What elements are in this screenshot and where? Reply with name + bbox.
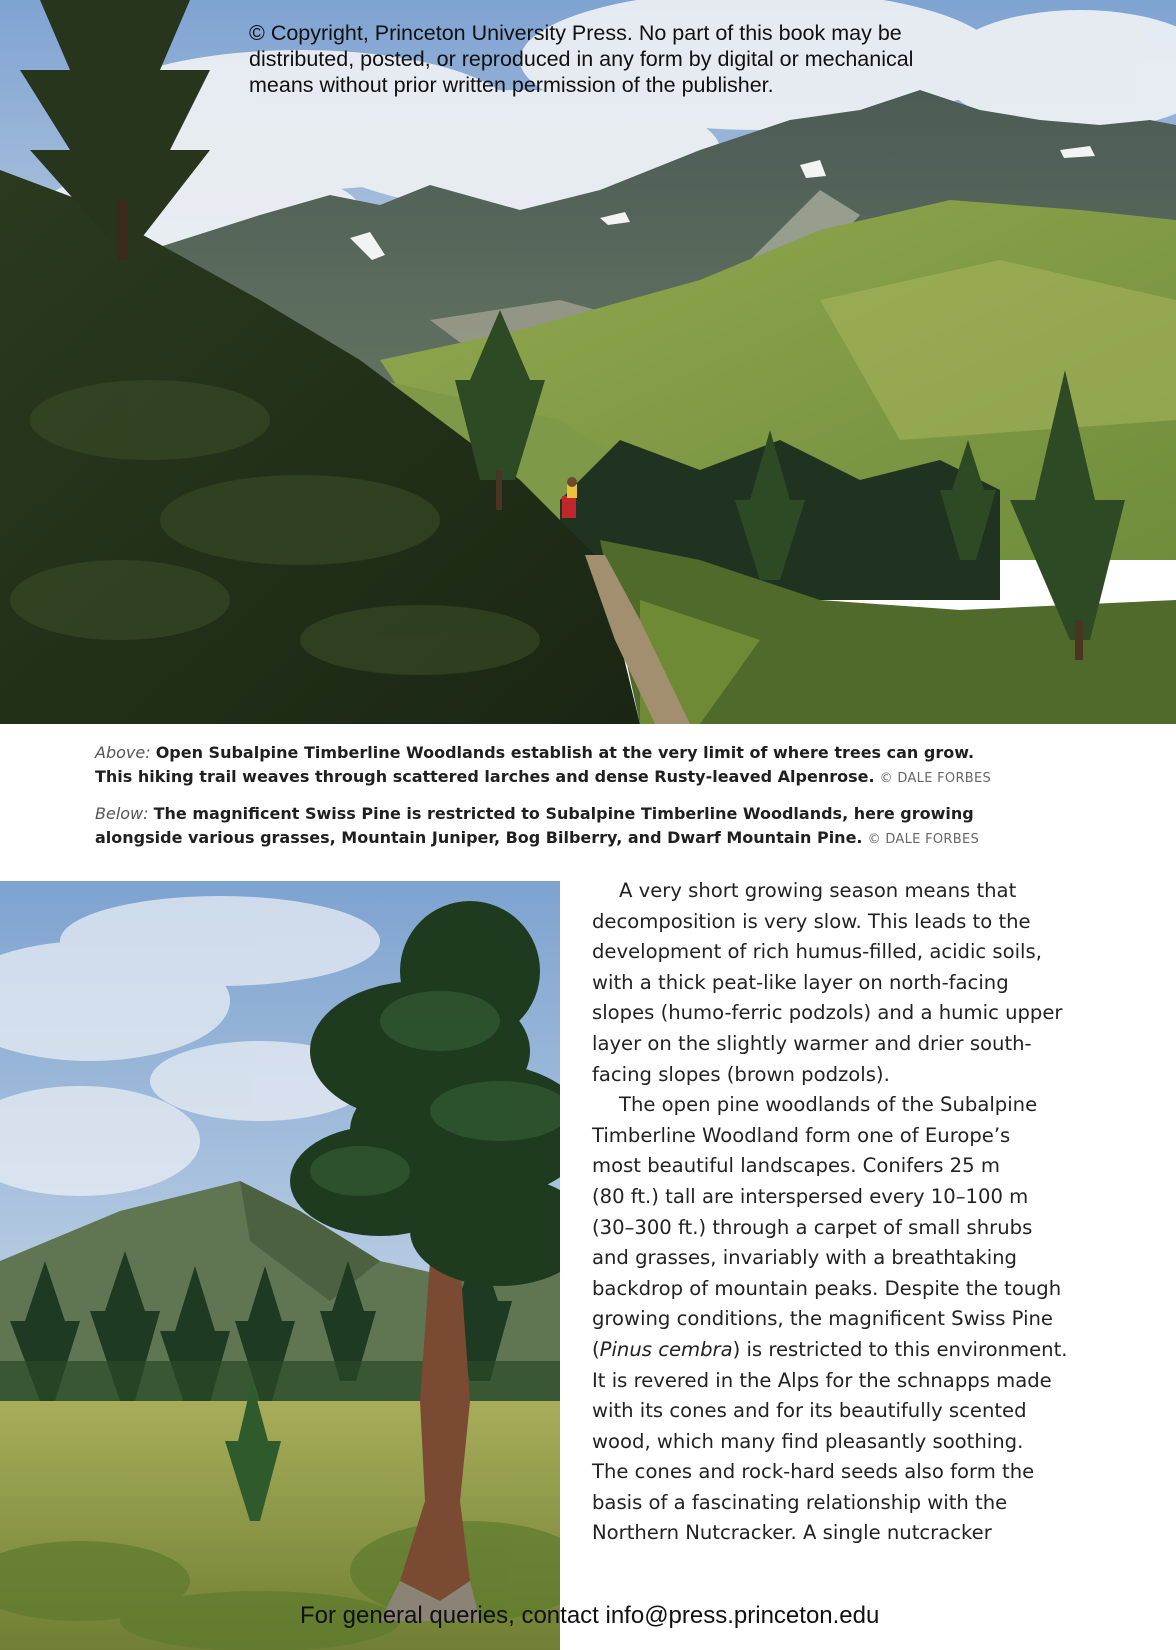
body-line: backdrop of mountain peaks. Despite the tough <box>592 1276 1062 1300</box>
body-line: Northern Nutcracker. A single nutcracker <box>592 1521 992 1545</box>
paren-open: ( <box>592 1337 600 1361</box>
caption-below-text-2: alongside various grasses, Mountain Juniper, Bog Bilberry, and Dwarf Mountain Pine. <box>95 828 863 847</box>
copyright-line: © Copyright, Princeton University Press. No part of this book may be <box>249 21 902 45</box>
body-line: with its cones and for its beautifully scented <box>592 1399 1027 1423</box>
caption-below-lead: Below: <box>95 804 149 823</box>
caption-below-line-2 <box>95 826 995 852</box>
body-line: and grasses, invariably with a breathtaking <box>592 1246 1017 1270</box>
body-line: most beautiful landscapes. Conifers 25 m <box>592 1154 1000 1178</box>
caption-above-text-2: This hiking trail weaves through scattered larches and dense Rusty-leaved Alpenrose. <box>95 767 875 786</box>
body-line: slopes (humo-ferric podzols) and a humic upper <box>592 1001 1063 1025</box>
body-line: The open pine woodlands of the Subalpine <box>619 1093 1038 1117</box>
species-name: Pinus cembra <box>599 1337 733 1361</box>
body-line: A very short growing season means that <box>619 879 1017 902</box>
caption-above-line-2 <box>95 765 995 791</box>
body-line: (80 ft.) tall are interspersed every 10–100 m <box>592 1184 1029 1208</box>
bottom-photo-swiss-pine <box>0 881 560 1650</box>
body-line: wood, which many find pleasantly soothing. <box>592 1429 1024 1453</box>
body-line-pinus <box>592 1335 1162 1366</box>
caption-above <box>95 741 995 791</box>
body-line: development of rich humus-filled, acidic soils, <box>592 940 1042 964</box>
pinus-line-rest: ) is restricted to this environment. <box>732 1337 1068 1361</box>
body-line: (30–300 ft.) through a carpet of small shrubs <box>592 1215 1033 1239</box>
caption-above-lead: Above: <box>95 743 151 762</box>
body-line: facing slopes (brown podzols). <box>592 1062 890 1086</box>
caption-above-line-1 <box>95 741 995 765</box>
photo-credit: © DALE FORBES <box>879 771 992 786</box>
body-line: decomposition is very slow. This leads to the <box>592 909 1031 933</box>
top-photo-alpine-trail <box>0 0 1176 724</box>
body-line: with a thick peat-like layer on north-facing <box>592 970 1009 994</box>
body-line: Timberline Woodland form one of Europe’s <box>592 1123 1011 1147</box>
body-text <box>592 876 1162 1549</box>
copyright-notice <box>249 20 949 98</box>
copyright-line: distributed, posted, or reproduced in any form by digital or mechanical <box>249 47 914 71</box>
body-line: layer on the slightly warmer and drier south- <box>592 1031 1032 1055</box>
caption-below-text-1: The magnificent Swiss Pine is restricted to Subalpine Timberline Woodlands, here growing <box>153 804 974 823</box>
footer-contact: For general queries, contact info@press.princeton.edu <box>300 1602 880 1629</box>
body-line: basis of a fascinating relationship with the <box>592 1490 1008 1514</box>
caption-below <box>95 802 995 852</box>
caption-above-text-1: Open Subalpine Timberline Woodlands establish at the very limit of where trees can grow. <box>155 743 975 762</box>
body-line: It is revered in the Alps for the schnapps made <box>592 1368 1052 1392</box>
copyright-line: means without prior written permission of the publisher. <box>249 73 774 97</box>
body-line: The cones and rock-hard seeds also form the <box>592 1460 1035 1484</box>
caption-below-line-1 <box>95 802 995 826</box>
body-line: growing conditions, the magnificent Swiss Pine <box>592 1307 1053 1331</box>
photo-credit: © DALE FORBES <box>867 832 980 847</box>
